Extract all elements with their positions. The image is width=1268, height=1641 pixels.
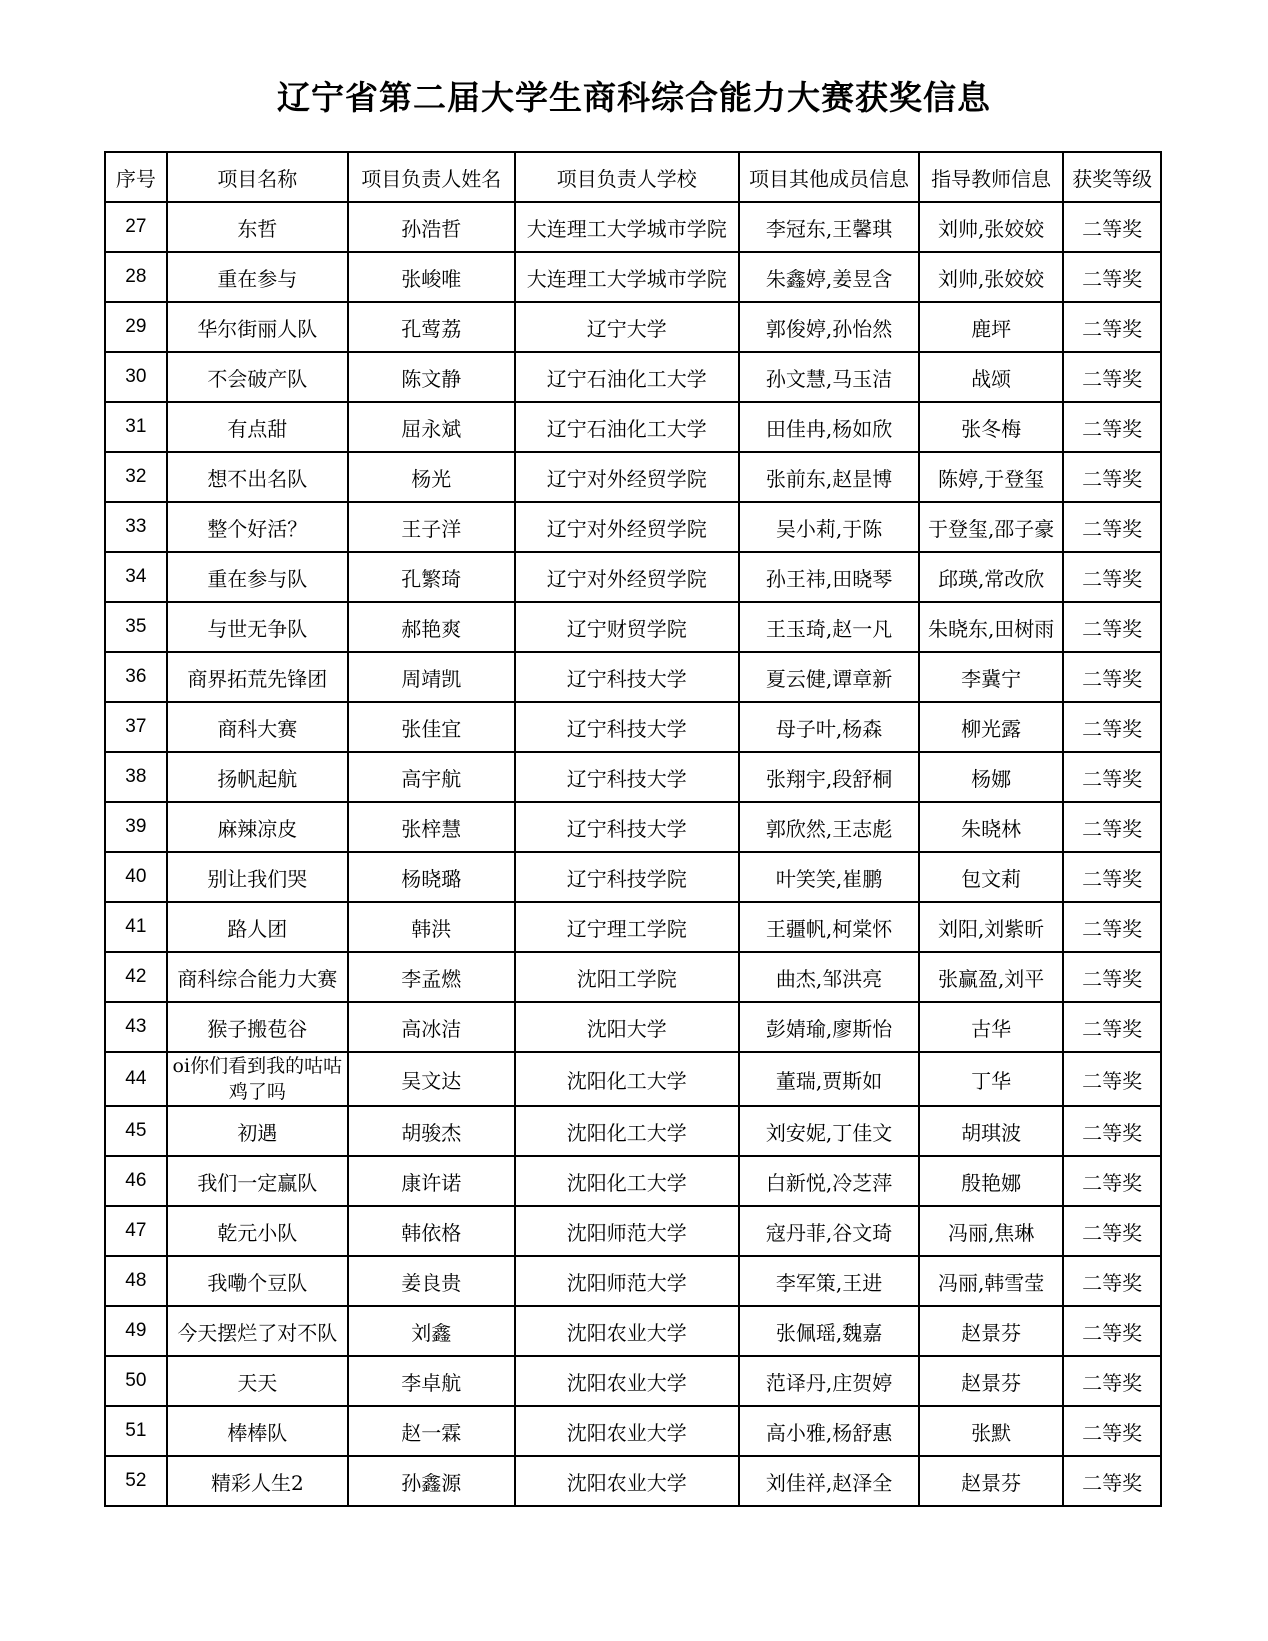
cell-teacher: 张默 (919, 1406, 1063, 1456)
cell-index: 30 (105, 352, 167, 402)
cell-award: 二等奖 (1063, 1406, 1161, 1456)
cell-members: 刘安妮,丁佳文 (739, 1106, 919, 1156)
cell-teacher: 朱晓东,田树雨 (919, 602, 1063, 652)
cell-leader: 孔繁琦 (348, 552, 515, 602)
header-row (105, 152, 1161, 202)
cell-index: 41 (105, 902, 167, 952)
cell-members: 郭俊婷,孙怡然 (739, 302, 919, 352)
cell-teacher: 刘帅,张姣姣 (919, 252, 1063, 302)
cell-school: 辽宁大学 (515, 302, 739, 352)
cell-project: 今天摆烂了对不队 (167, 1306, 348, 1356)
header-project: 项目名称 (167, 152, 348, 202)
cell-index: 50 (105, 1356, 167, 1406)
cell-members: 李军策,王进 (739, 1256, 919, 1306)
cell-members: 吴小莉,于陈 (739, 502, 919, 552)
cell-project: 有点甜 (167, 402, 348, 452)
cell-leader: 韩依格 (348, 1206, 515, 1256)
table-row (105, 902, 1161, 952)
cell-teacher: 赵景芬 (919, 1306, 1063, 1356)
cell-members: 朱鑫婷,姜昱含 (739, 252, 919, 302)
cell-award: 二等奖 (1063, 502, 1161, 552)
cell-school: 辽宁对外经贸学院 (515, 552, 739, 602)
cell-award: 二等奖 (1063, 702, 1161, 752)
table-row (105, 852, 1161, 902)
table-row (105, 452, 1161, 502)
cell-award: 二等奖 (1063, 1256, 1161, 1306)
table-row (105, 602, 1161, 652)
cell-index: 33 (105, 502, 167, 552)
cell-teacher: 邱瑛,常改欣 (919, 552, 1063, 602)
cell-members: 张佩瑶,魏嘉 (739, 1306, 919, 1356)
cell-project: 东哲 (167, 202, 348, 252)
cell-teacher: 陈婷,于登玺 (919, 452, 1063, 502)
cell-project: 商科综合能力大赛 (167, 952, 348, 1002)
page-title: 辽宁省第二届大学生商科综合能力大赛获奖信息 (277, 78, 991, 117)
cell-index: 36 (105, 652, 167, 702)
cell-teacher: 张赢盈,刘平 (919, 952, 1063, 1002)
cell-members: 彭婧瑜,廖斯怡 (739, 1002, 919, 1052)
cell-project: 精彩人生2 (167, 1456, 348, 1506)
cell-index: 47 (105, 1206, 167, 1256)
cell-project: 我们一定赢队 (167, 1156, 348, 1206)
cell-project: 天天 (167, 1356, 348, 1406)
cell-teacher: 杨娜 (919, 752, 1063, 802)
cell-award: 二等奖 (1063, 202, 1161, 252)
cell-teacher: 鹿坪 (919, 302, 1063, 352)
cell-school: 辽宁科技大学 (515, 652, 739, 702)
cell-award: 二等奖 (1063, 1002, 1161, 1052)
cell-award: 二等奖 (1063, 302, 1161, 352)
cell-teacher: 柳光露 (919, 702, 1063, 752)
table-row (105, 752, 1161, 802)
cell-index: 42 (105, 952, 167, 1002)
header-school: 项目负责人学校 (515, 152, 739, 202)
table-row (105, 1306, 1161, 1356)
cell-teacher: 张冬梅 (919, 402, 1063, 452)
table-row (105, 1156, 1161, 1206)
cell-school: 辽宁对外经贸学院 (515, 452, 739, 502)
cell-index: 32 (105, 452, 167, 502)
cell-award: 二等奖 (1063, 252, 1161, 302)
cell-school: 沈阳工学院 (515, 952, 739, 1002)
cell-leader: 张梓慧 (348, 802, 515, 852)
cell-award: 二等奖 (1063, 1356, 1161, 1406)
cell-teacher: 于登玺,邵子豪 (919, 502, 1063, 552)
cell-leader: 杨光 (348, 452, 515, 502)
cell-project: 整个好活？ (167, 502, 348, 552)
table-row (105, 202, 1161, 252)
cell-project: 不会破产队 (167, 352, 348, 402)
cell-leader: 吴文达 (348, 1052, 515, 1106)
cell-index: 44 (105, 1052, 167, 1106)
cell-teacher: 朱晓林 (919, 802, 1063, 852)
cell-members: 王疆帆,柯棠怀 (739, 902, 919, 952)
cell-members: 高小雅,杨舒惠 (739, 1406, 919, 1456)
cell-school: 辽宁科技大学 (515, 752, 739, 802)
cell-members: 王玉琦,赵一凡 (739, 602, 919, 652)
table-row (105, 1106, 1161, 1156)
cell-project: 扬帆起航 (167, 752, 348, 802)
cell-teacher: 胡琪波 (919, 1106, 1063, 1156)
cell-members: 郭欣然,王志彪 (739, 802, 919, 852)
cell-school: 沈阳化工大学 (515, 1052, 739, 1106)
cell-school: 沈阳农业大学 (515, 1456, 739, 1506)
cell-members: 董瑞,贾斯如 (739, 1052, 919, 1106)
awards-table (104, 151, 1162, 1507)
header-index: 序号 (105, 152, 167, 202)
table-row (105, 802, 1161, 852)
cell-members: 田佳冉,杨如欣 (739, 402, 919, 452)
cell-school: 沈阳农业大学 (515, 1356, 739, 1406)
cell-award: 二等奖 (1063, 602, 1161, 652)
cell-index: 31 (105, 402, 167, 452)
cell-index: 27 (105, 202, 167, 252)
cell-award: 二等奖 (1063, 852, 1161, 902)
cell-school: 沈阳农业大学 (515, 1406, 739, 1456)
cell-project: 我嘞个豆队 (167, 1256, 348, 1306)
cell-members: 孙王祎,田晓琴 (739, 552, 919, 602)
cell-award: 二等奖 (1063, 552, 1161, 602)
cell-project: 棒棒队 (167, 1406, 348, 1456)
cell-project: 别让我们哭 (167, 852, 348, 902)
table-row (105, 1256, 1161, 1306)
table-row (105, 652, 1161, 702)
cell-members: 叶笑笑,崔鹏 (739, 852, 919, 902)
cell-school: 辽宁科技学院 (515, 852, 739, 902)
cell-leader: 李孟燃 (348, 952, 515, 1002)
cell-leader: 王子洋 (348, 502, 515, 552)
cell-project: 路人团 (167, 902, 348, 952)
table-body (105, 202, 1161, 1506)
table-row (105, 1002, 1161, 1052)
cell-teacher: 殷艳娜 (919, 1156, 1063, 1206)
cell-project: oi你们看到我的咕咕鸡了吗 (167, 1052, 348, 1106)
cell-index: 52 (105, 1456, 167, 1506)
cell-leader: 郝艳爽 (348, 602, 515, 652)
cell-award: 二等奖 (1063, 1206, 1161, 1256)
cell-project: 乾元小队 (167, 1206, 348, 1256)
cell-index: 29 (105, 302, 167, 352)
header-leader: 项目负责人姓名 (348, 152, 515, 202)
table-row (105, 252, 1161, 302)
cell-school: 沈阳师范大学 (515, 1206, 739, 1256)
cell-award: 二等奖 (1063, 352, 1161, 402)
cell-school: 沈阳农业大学 (515, 1306, 739, 1356)
table-row (105, 702, 1161, 752)
cell-school: 辽宁科技大学 (515, 702, 739, 752)
table-row (105, 502, 1161, 552)
cell-leader: 胡骏杰 (348, 1106, 515, 1156)
cell-leader: 张佳宜 (348, 702, 515, 752)
cell-award: 二等奖 (1063, 752, 1161, 802)
cell-school: 大连理工大学城市学院 (515, 202, 739, 252)
cell-project: 商科大赛 (167, 702, 348, 752)
table-row (105, 552, 1161, 602)
cell-index: 37 (105, 702, 167, 752)
cell-index: 28 (105, 252, 167, 302)
table-row (105, 1406, 1161, 1456)
cell-leader: 陈文静 (348, 352, 515, 402)
cell-award: 二等奖 (1063, 1052, 1161, 1106)
cell-project: 重在参与 (167, 252, 348, 302)
table-row (105, 1356, 1161, 1406)
cell-project: 重在参与队 (167, 552, 348, 602)
cell-members: 母子叶,杨森 (739, 702, 919, 752)
cell-index: 45 (105, 1106, 167, 1156)
cell-school: 辽宁对外经贸学院 (515, 502, 739, 552)
cell-school: 辽宁石油化工大学 (515, 402, 739, 452)
cell-leader: 孙鑫源 (348, 1456, 515, 1506)
cell-school: 沈阳化工大学 (515, 1106, 739, 1156)
cell-index: 49 (105, 1306, 167, 1356)
cell-leader: 高冰洁 (348, 1002, 515, 1052)
cell-members: 张前东,赵昰博 (739, 452, 919, 502)
cell-leader: 姜良贵 (348, 1256, 515, 1306)
cell-index: 40 (105, 852, 167, 902)
header-teacher: 指导教师信息 (919, 152, 1063, 202)
cell-index: 35 (105, 602, 167, 652)
cell-teacher: 刘帅,张姣姣 (919, 202, 1063, 252)
cell-index: 51 (105, 1406, 167, 1456)
table-row (105, 302, 1161, 352)
cell-teacher: 刘阳,刘紫昕 (919, 902, 1063, 952)
cell-index: 39 (105, 802, 167, 852)
cell-award: 二等奖 (1063, 802, 1161, 852)
cell-award: 二等奖 (1063, 452, 1161, 502)
cell-teacher: 冯丽,焦琳 (919, 1206, 1063, 1256)
cell-leader: 周靖凯 (348, 652, 515, 702)
header-award: 获奖等级 (1063, 152, 1161, 202)
table-row (105, 402, 1161, 452)
cell-project: 华尔街丽人队 (167, 302, 348, 352)
cell-leader: 孔莺荔 (348, 302, 515, 352)
cell-award: 二等奖 (1063, 1456, 1161, 1506)
cell-award: 二等奖 (1063, 652, 1161, 702)
cell-members: 白新悦,冷芝萍 (739, 1156, 919, 1206)
cell-teacher: 丁华 (919, 1052, 1063, 1106)
cell-leader: 赵一霖 (348, 1406, 515, 1456)
cell-leader: 高宇航 (348, 752, 515, 802)
cell-members: 范译丹,庄贺婷 (739, 1356, 919, 1406)
cell-award: 二等奖 (1063, 1156, 1161, 1206)
cell-teacher: 冯丽,韩雪莹 (919, 1256, 1063, 1306)
cell-project: 麻辣凉皮 (167, 802, 348, 852)
cell-project: 商界拓荒先锋团 (167, 652, 348, 702)
cell-members: 夏云健,谭章新 (739, 652, 919, 702)
cell-school: 大连理工大学城市学院 (515, 252, 739, 302)
table-row (105, 1052, 1161, 1106)
cell-members: 曲杰,邹洪亮 (739, 952, 919, 1002)
cell-teacher: 战颂 (919, 352, 1063, 402)
cell-members: 寇丹菲,谷文琦 (739, 1206, 919, 1256)
cell-teacher: 赵景芬 (919, 1456, 1063, 1506)
cell-project: 初遇 (167, 1106, 348, 1156)
cell-school: 沈阳化工大学 (515, 1156, 739, 1206)
cell-teacher: 赵景芬 (919, 1356, 1063, 1406)
table-row (105, 352, 1161, 402)
cell-leader: 李卓航 (348, 1356, 515, 1406)
cell-award: 二等奖 (1063, 402, 1161, 452)
cell-leader: 孙浩哲 (348, 202, 515, 252)
cell-teacher: 包文莉 (919, 852, 1063, 902)
cell-school: 辽宁石油化工大学 (515, 352, 739, 402)
cell-leader: 韩洪 (348, 902, 515, 952)
cell-award: 二等奖 (1063, 902, 1161, 952)
cell-leader: 张峻唯 (348, 252, 515, 302)
cell-teacher: 李冀宁 (919, 652, 1063, 702)
cell-index: 46 (105, 1156, 167, 1206)
cell-school: 沈阳师范大学 (515, 1256, 739, 1306)
cell-school: 辽宁理工学院 (515, 902, 739, 952)
cell-members: 刘佳祥,赵泽全 (739, 1456, 919, 1506)
cell-school: 辽宁科技大学 (515, 802, 739, 852)
table-row (105, 1206, 1161, 1256)
cell-index: 48 (105, 1256, 167, 1306)
cell-award: 二等奖 (1063, 1106, 1161, 1156)
cell-project: 与世无争队 (167, 602, 348, 652)
cell-leader: 刘鑫 (348, 1306, 515, 1356)
cell-index: 38 (105, 752, 167, 802)
cell-members: 孙文慧,马玉洁 (739, 352, 919, 402)
header-members: 项目其他成员信息 (739, 152, 919, 202)
cell-project: 猴子搬苞谷 (167, 1002, 348, 1052)
cell-members: 李冠东,王馨琪 (739, 202, 919, 252)
cell-index: 34 (105, 552, 167, 602)
table-row (105, 1456, 1161, 1506)
cell-leader: 杨晓璐 (348, 852, 515, 902)
cell-school: 辽宁财贸学院 (515, 602, 739, 652)
cell-school: 沈阳大学 (515, 1002, 739, 1052)
cell-teacher: 古华 (919, 1002, 1063, 1052)
cell-index: 43 (105, 1002, 167, 1052)
cell-leader: 康许诺 (348, 1156, 515, 1206)
cell-award: 二等奖 (1063, 952, 1161, 1002)
cell-leader: 屈永斌 (348, 402, 515, 452)
cell-project: 想不出名队 (167, 452, 348, 502)
table-row (105, 952, 1161, 1002)
cell-members: 张翔宇,段舒桐 (739, 752, 919, 802)
cell-award: 二等奖 (1063, 1306, 1161, 1356)
